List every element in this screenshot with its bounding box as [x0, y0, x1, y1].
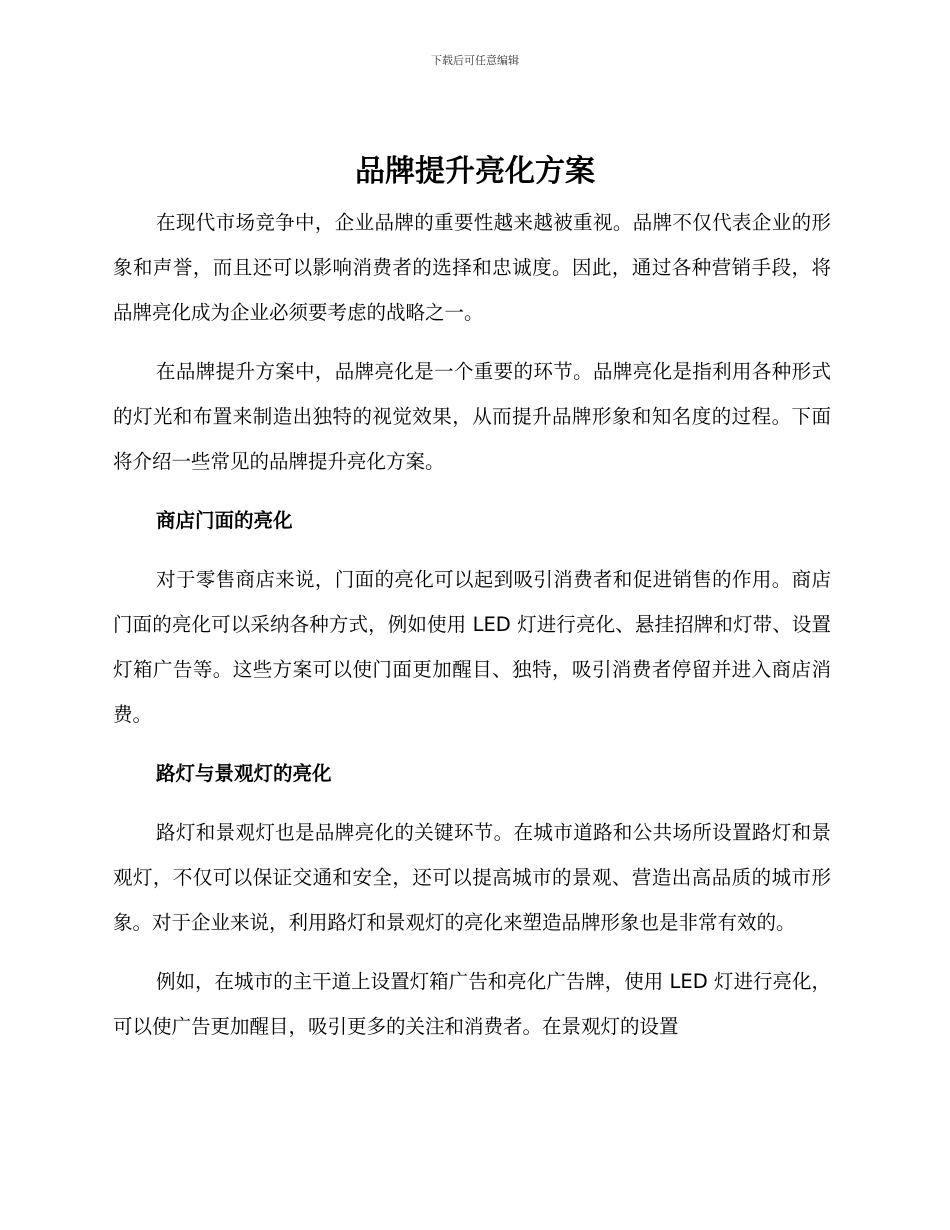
header-note: 下载后可任意编辑 [431, 54, 519, 67]
storefront-paragraph: 对于零售商店来说，门面的亮化可以起到吸引消费者和促进销售的作用。商店门面的亮化可以采纳各种方式，例如使用 LED 灯进行亮化、悬挂招牌和灯带、设置灯箱广告等。这些方案可以使门面更加醒目、独特，吸引消费者停留并进入商店消费。 [113, 568, 831, 726]
intro-paragraph-1: 在现代市场竞争中，企业品牌的重要性越来越被重视。品牌不仅代表企业的形象和声誉，而且还可以影响消费者的选择和忠诚度。因此，通过各种营销手段，将品牌亮化成为企业必须要考虑的战略之一。 [113, 211, 831, 324]
section-heading-storefront: 商店门面的亮化 [156, 509, 293, 532]
streetlights-paragraph-2: 例如，在城市的主干道上设置灯箱广告和亮化广告牌，使用 LED 灯进行亮化，可以使广告更加醒目，吸引更多的关注和消费者。在景观灯的设置 [113, 970, 831, 1038]
intro-paragraph-2: 在品牌提升方案中，品牌亮化是一个重要的环节。品牌亮化是指利用各种形式的灯光和布置来制造出独特的视觉效果，从而提升品牌形象和知名度的过程。下面将介绍一些常见的品牌提升亮化方案。 [113, 360, 831, 473]
document-body [113, 200, 831, 1063]
document-title: 品牌提升亮化方案 [355, 154, 595, 189]
streetlights-paragraph-1: 路灯和景观灯也是品牌亮化的关键环节。在城市道路和公共场所设置路灯和景观灯，不仅可以保证交通和安全，还可以提高城市的景观、营造出高品质的城市形象。对于企业来说，利用路灯和景观灯的亮化来塑造品牌形象也是非常有效的。 [113, 821, 831, 934]
section-heading-streetlights: 路灯与景观灯的亮化 [156, 762, 332, 785]
